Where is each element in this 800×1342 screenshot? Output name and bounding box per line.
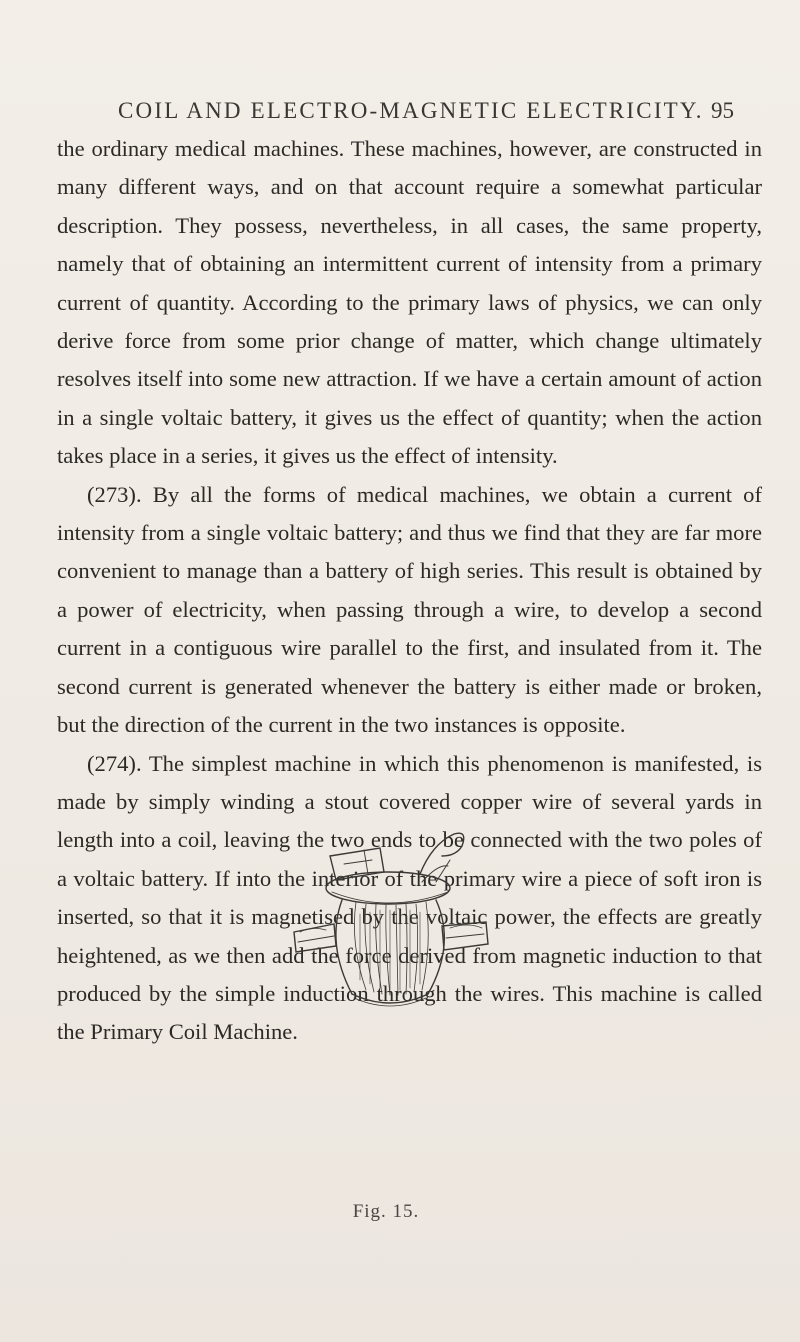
paragraph-continued: the ordinary medical machines. These machines, however, are constructed in many different ways, and on that account require a somewhat particular description. They possess, nevertheless, in all cases, the same property, namely that of obtaining an intermittent current of intensity from a primary current of quantity. According to the primary laws of physics, we can only derive force from some prior change of matter, which change ultimately resolves itself into some new attraction. If we have a certain amount of action in a single voltaic battery, it gives us the effect of quantity; when the action takes place in a series, it gives us the effect of intensity. [57, 136, 762, 469]
page-number: 95 [711, 98, 734, 123]
running-head [118, 98, 734, 124]
paragraph-274: (274). The simplest machine in which this phenomenon is manifested, is made by simply winding a stout covered copper wire of several yards in length into a coil, leaving the two ends to be connected with the two poles of a voltaic battery. If into the interior of the primary wire a piece of soft iron is inserted, so that it is magnetised by the voltaic power, the effects are greatly heightened, as we then add the force derived from magnetic induction to that produced by the simple induction through the wires. This machine is called the Primary Coil Machine. [57, 750, 762, 1045]
figure-caption: Fig. 15. [352, 1201, 420, 1222]
figure-primary-coil [272, 804, 512, 1044]
primary-coil-illustration [272, 804, 512, 1014]
running-head-title: COIL AND ELECTRO-MAGNETIC ELECTRICITY. [118, 98, 704, 123]
paragraph-273: (273). By all the forms of medical machines, we obtain a current of intensity from a single voltaic battery; and thus we find that they are far more convenient to manage than a battery of high series. This result is obtained by a power of electricity, when passing through a wire, to develop a second current in a contiguous wire parallel to the first, and insulated from it. The second current is generated whenever the battery is either made or broken, but the direction of the current in the two instances is opposite. [57, 481, 762, 738]
